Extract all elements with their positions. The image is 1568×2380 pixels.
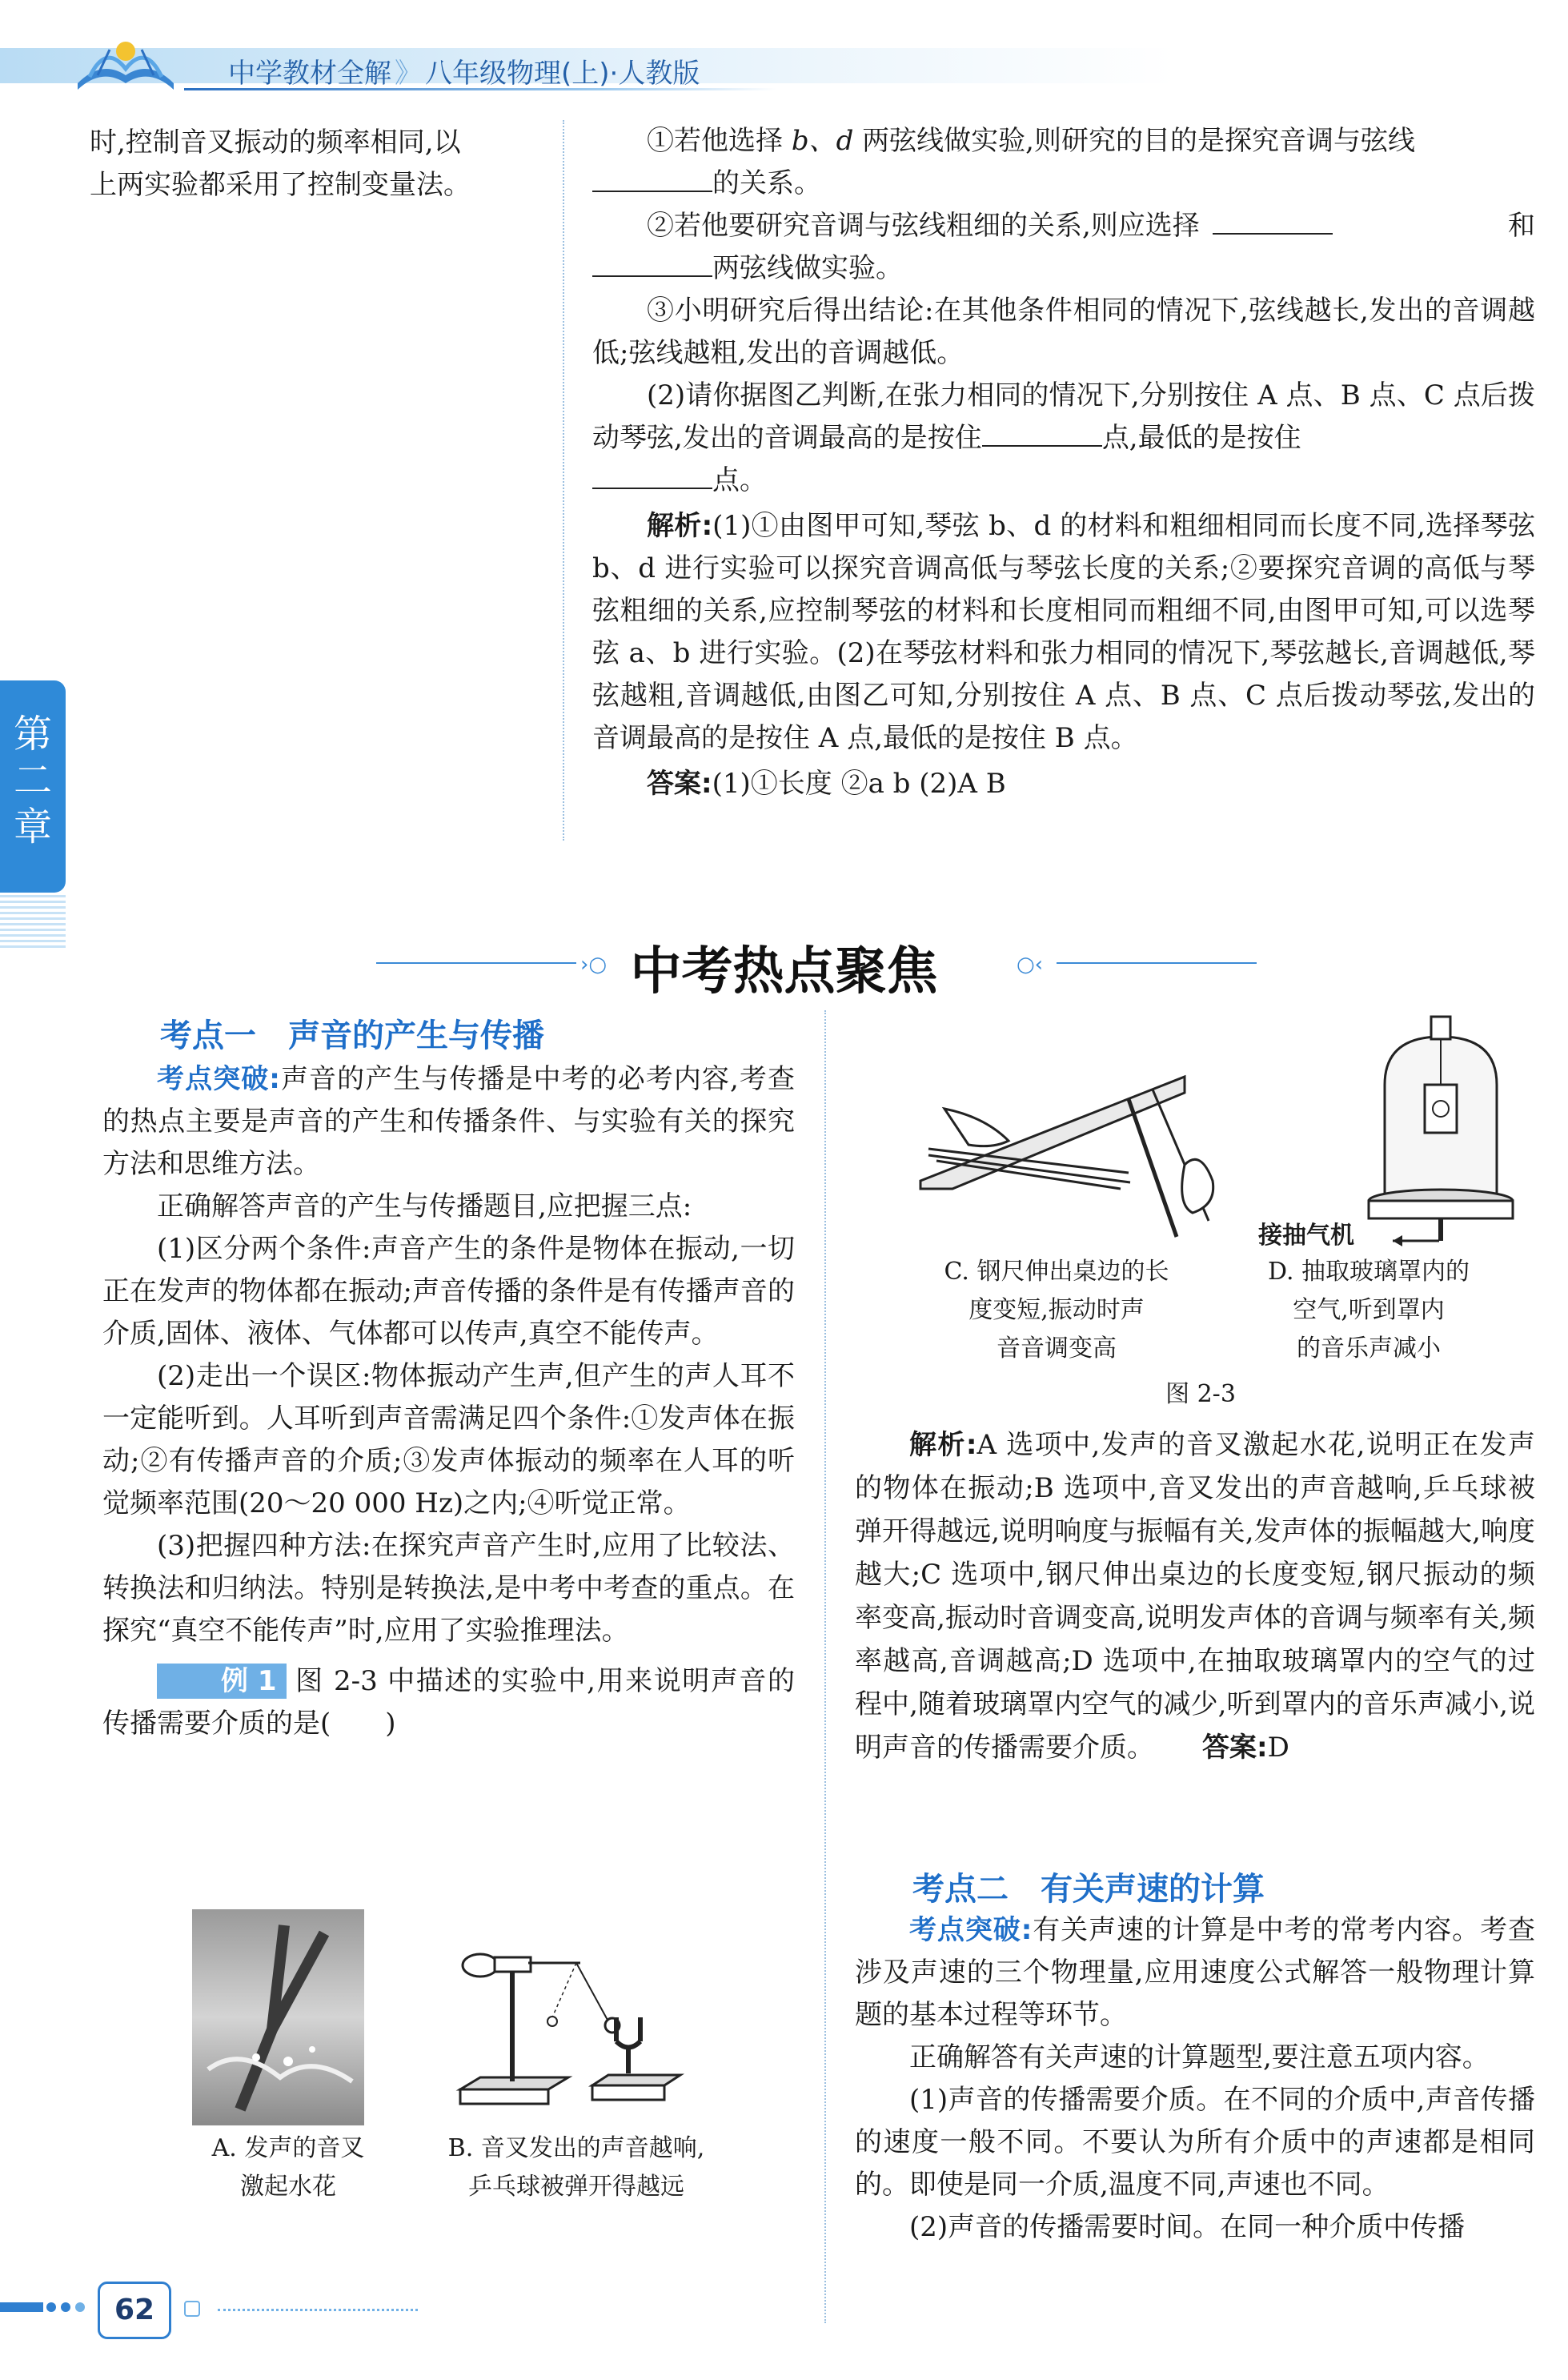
caption-d: D. 抽取玻璃罩内的 空气,听到罩内 的音乐声减小 — [1267, 1258, 1470, 1363]
figure-b-tuning-fork-ball — [448, 1921, 688, 2121]
kd2-p1: 正确解答有关声速的计算题型,要注意五项内容。 — [909, 2041, 1490, 2073]
example-tag: 例 1 — [157, 1664, 287, 1699]
answer-blank[interactable] — [592, 190, 712, 192]
kd1-title: 考点一 声音的产生与传播 — [160, 1017, 544, 1054]
figure-d-bell-jar — [1345, 1013, 1537, 1253]
section-title: 中考热点聚焦 — [630, 942, 938, 1001]
book-name: 中学教材全解 — [228, 58, 391, 90]
subject-name: 八年级物理(上)·人教版 — [425, 58, 700, 90]
answer-blank[interactable] — [592, 275, 712, 277]
top-left-text — [90, 122, 538, 207]
q1-part3: ③小明研究后得出结论:在其他条件相同的情况下,弦线越长,发出的音调越低;弦线越粗,发出的音调越低。 — [592, 295, 1535, 369]
kd1-p3: (2)走出一个误区:物体振动产生声,但产生的声人耳不一定能听到。人耳听到声音需满足四个条件:①发声体在振动;②有传播声音的介质;③发声体振动的频率在人耳的听觉频率范围(20～20 000 Hz)之内;④听觉正常。 — [102, 1360, 796, 1519]
book-logo-icon — [74, 35, 178, 96]
page-number: 62 — [98, 2282, 171, 2339]
answer-1: 答案:(1)①长度 ②a b (2)A B — [647, 768, 1006, 800]
analysis-2: 解析:A 选项中,发声的音叉激起水花,说明正在发声的物体在振动;B 选项中,音叉发出的声音越响,乒乓球被弹开得越远,说明响度与振幅有关,发声体的振幅越大,响度越大;C 选项中,钢尺伸出桌边的长度变短,钢尺振动的频率变高,振动时音调变高,说明发声体的音调与频率有关,频率越高,音调越高;D 选项中,在抽取玻璃罩内的空气的过程中,随着玻璃罩内空气的减少,听到罩内的音乐声减小,说明声音的传播需要介质。 答案:D — [855, 1429, 1535, 1764]
q1-part1: ①若他选择 b、d 两弦线做实验,则研究的目的是探究音调与弦线 — [647, 125, 1415, 157]
caption-a: A. 发声的音叉 激起水花 — [211, 2134, 365, 2201]
figure-number: 图 2-3 — [1165, 1380, 1236, 1408]
chevron-left-icon: ○‹ — [1017, 953, 1044, 977]
top-left-line-1: 时,控制音叉振动的频率相同,以 — [90, 126, 461, 159]
kd2-p2: (1)声音的传播需要介质。在不同的介质中,声音传播的速度一般不同。不要认为所有介质中的声速都是相同的。即使是同一介质,温度不同,声速也不同。 — [855, 2084, 1535, 2201]
kd1-p4: (3)把握四种方法:在探究声音产生时,应用了比较法、转换法和归纳法。特别是转换法,是中考中考查的重点。在探究“真空不能传声”时,应用了实验推理法。 — [102, 1530, 795, 1647]
q1-part2: ②若他要研究音调与弦线粗细的关系,则应选择 和 — [647, 210, 1535, 242]
footer-dotted-line — [218, 2309, 418, 2311]
chapter-tab — [0, 680, 66, 893]
chapter-label: 第二章 — [13, 712, 52, 849]
chevron-right-icon: ›○ — [580, 953, 608, 977]
answer-blank[interactable] — [592, 487, 712, 489]
kd1-p1: 正确解答声音的产生与传播题目,应把握三点: — [157, 1190, 692, 1222]
footer-square-icon — [184, 2301, 200, 2317]
kd2-title: 考点二 有关声速的计算 — [912, 1871, 1265, 1908]
kd2-breakthrough: 考点突破:有关声速的计算是中考的常考内容。考查涉及声速的三个物理量,应用速度公式解答一般物理计算题的基本过程等环节。 — [855, 1914, 1535, 2031]
caption-c: C. 钢尺伸出桌边的长 度变短,振动时声 音音调变高 — [944, 1258, 1169, 1363]
section-line-right — [1057, 962, 1257, 964]
q1-part2-end: 两弦线做实验。 — [592, 247, 1535, 290]
bottom-column-divider — [824, 1010, 826, 2323]
header-title — [228, 51, 700, 90]
kd2-p3: (2)声音的传播需要时间。在同一种介质中传播 — [909, 2211, 1466, 2243]
figure-c-ruler-table — [920, 1061, 1257, 1245]
header-separator: 》 — [395, 58, 422, 90]
top-left-line-2: 上两实验都采用了控制变量法。 — [90, 169, 471, 201]
footer-dots-icon — [0, 2291, 98, 2323]
caption-b: B. 音叉发出的声音越响, 乒乓球被弹开得越远 — [447, 2134, 705, 2201]
answer-blank[interactable] — [1213, 232, 1333, 235]
figure-a-tuning-fork-water — [192, 1909, 364, 2125]
question-continuation — [592, 120, 1535, 805]
analysis-1: 解析:(1)①由图甲可知,琴弦 b、d 的材料和粗细相同而长度不同,选择琴弦 b、d 进行实验可以探究音调高低与琴弦长度的关系;②要探究音调的高低与琴弦粗细的关系,应控制琴弦的材料和长度相同而粗细不同,由图甲可知,可以选琴弦 a、b 进行实验。(2)在琴弦材料和张力相同的情况下,琴弦越长,音调越低,琴弦越粗,音调越低,由图乙可知,分别按住 A 点、B 点、C 点后拨动琴弦,发出的音调最高的是按住 A 点,最低的是按住 B 点。 — [592, 510, 1535, 754]
q1-part1-end: 的关系。 — [592, 163, 1535, 205]
example-1: 例 1 图 2-3 中描述的实验中,用来说明声音的传播需要介质的是( ) — [102, 1665, 795, 1740]
kd1-p2: (1)区分两个条件:声音产生的条件是物体在振动,一切正在发声的物体都在振动;声音传播的条件是有传播声音的介质,固体、液体、气体都可以传声,真空不能传声。 — [102, 1233, 796, 1350]
q2: (2)请你据图乙判断,在张力相同的情况下,分别按住 A 点、B 点、C 点后拨动琴弦,发出的音调最高的是按住 点,最低的是按住 点。 — [592, 379, 1535, 496]
top-column-divider — [563, 120, 564, 841]
answer-blank[interactable] — [982, 444, 1102, 447]
kd1-body — [102, 1058, 795, 1745]
kd1-breakthrough: 考点突破:声音的产生与传播是中考的必考内容,考查的热点主要是声音的产生和传播条件、与实验有关的探究方法和思维方法。 — [102, 1063, 795, 1180]
pump-label: 接抽气机 — [1258, 1222, 1354, 1250]
kd2-body — [855, 1909, 1535, 2249]
